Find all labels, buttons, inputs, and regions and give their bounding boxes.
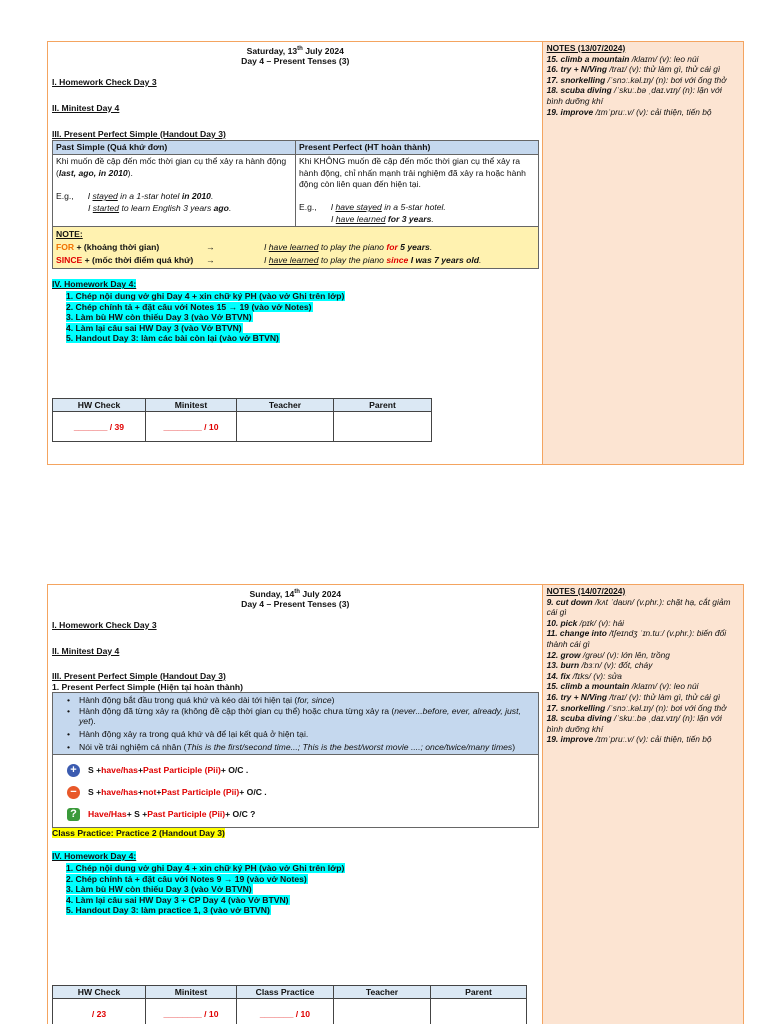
score-head: Minitest <box>146 399 237 412</box>
section-present-perfect: III. Present Perfect Simple (Handout Day 3) <box>52 128 226 139</box>
lesson-page-2 <box>47 584 744 1024</box>
lesson-date: Sunday, 14th July 2024 <box>249 588 342 599</box>
minus-icon: − <box>67 786 80 799</box>
formula-box <box>52 755 539 828</box>
section-homework-check: I. Homework Check Day 3 <box>52 619 157 630</box>
score-head: HW Check <box>53 399 146 412</box>
past-simple-cell: Khi muốn đề cập đến mốc thời gian cụ thể xảy ra hành động (last, ago, in 2010). E.g., I stayed in a 1-star hotel in 2010. I started to learn English 3 years ago. <box>53 155 296 227</box>
lesson-date: Saturday, 13th July 2024 <box>246 45 344 56</box>
note-item: 13. burn /bɜːn/ (v): đốt, cháy <box>546 660 653 671</box>
list-item: 2. Chép chính tả + đặt câu với Notes 9 → 19 (vào vở Notes) <box>66 873 307 884</box>
list-item: • Hành động xảy ra trong quá khứ và để lại kết quả ở hiện tại. <box>67 729 534 740</box>
col-present-perfect-head: Present Perfect (HT hoàn thành) <box>296 140 539 155</box>
score-head: Parent <box>334 399 432 412</box>
homework-list <box>66 863 539 916</box>
question-formula: ? Have/Has + S + Past Participle (Pii) + O/C ? <box>67 803 534 825</box>
plus-icon: + <box>67 764 80 777</box>
note-item: 14. fix /fɪks/ (v): sửa <box>546 670 622 681</box>
list-item: 3. Làm bù HW còn thiếu Day 3 (vào Vở BTVN) <box>66 884 252 895</box>
score-head: Class Practice <box>237 986 334 999</box>
note-item: 18. scuba diving /ˈskuː.bə ˌdaɪ.vɪŋ/ (n): lặn với bình dưỡng khí <box>546 713 722 734</box>
score-head: Teacher <box>334 986 431 999</box>
negative-formula: − S + have/has + not + Past Participle (Pii) + O/C . <box>67 781 534 803</box>
col-past-simple-head: Past Simple (Quá khứ đơn) <box>53 140 296 155</box>
note-item: 17. snorkelling /ˈsnɔː.kəl.ɪŋ/ (n): bơi với ống thở <box>546 74 727 85</box>
score-head: Parent <box>431 986 527 999</box>
list-item: • Hành động bắt đầu trong quá khứ và kéo dài tới hiện tại (for, since) <box>67 695 534 706</box>
score-head: HW Check <box>53 986 146 999</box>
list-item: 2. Chép chính tả + đặt câu với Notes 15 → 19 (vào vở Notes) <box>66 301 312 312</box>
hw-check-score[interactable]: _______ / 39 <box>53 412 146 442</box>
section-homework: IV. Homework Day 4: <box>52 279 137 290</box>
minitest-score[interactable]: ________ / 10 <box>146 412 237 442</box>
list-item: • Nói về trải nghiệm cá nhân (This is the first/second time...; This is the best/worst movie ....; once/twice/many times) <box>67 742 534 753</box>
list-item: 1. Chép nội dung vở ghi Day 4 + xin chữ ký PH (vào vở Ghi trên lớp) <box>66 863 345 874</box>
teacher-signature[interactable] <box>237 412 334 442</box>
notes-panel <box>543 585 743 1024</box>
comparison-table <box>52 140 539 228</box>
list-item: 5. Handout Day 3: làm các bài còn lại (vào vở BTVN) <box>66 333 279 344</box>
list-item: 5. Handout Day 3: làm practice 1, 3 (vào vở BTVN) <box>66 905 270 916</box>
note-item: 11. change into /tʃeɪndʒ ˈɪn.tuː/ (v.phr.): biến đổi thành cái gì <box>546 628 727 649</box>
question-icon: ? <box>67 808 80 821</box>
lesson-title: Day 4 – Present Tenses (3) <box>241 599 350 610</box>
note-item: 16. try + N/Ving /traɪ/ (v): thử làm gì, thử cái gì <box>546 691 721 702</box>
minitest-score[interactable]: ________ / 10 <box>146 999 237 1024</box>
list-item: 3. Làm bù HW còn thiếu Day 3 (vào Vở BTVN) <box>66 312 252 323</box>
note-box: NOTE: FOR + (khoảng thời gian) → I have learned to play the piano for 5 years. SINCE + (mốc thời điểm quá khứ) → I have learned to play the piano since I was 7 years old. <box>52 227 539 269</box>
usage-box <box>52 692 539 755</box>
subsection-title: 1. Present Perfect Simple (Hiện tại hoàn thành) <box>52 681 244 692</box>
note-item: 9. cut down /kʌt ˈdaʊn/ (v.phr.): chặt hạ, cắt giảm cái gì <box>546 596 731 618</box>
parent-signature[interactable] <box>431 999 527 1024</box>
hw-check-score[interactable]: / 23 <box>53 999 146 1024</box>
note-item: 10. pick /pɪk/ (v): hái <box>546 617 625 628</box>
note-item: 16. try + N/Ving /traɪ/ (v): thử làm gì, thử cái gì <box>546 64 721 75</box>
note-item: 12. grow /ɡrəʊ/ (v): lớn lên, trồng <box>546 649 670 660</box>
note-item: 19. improve /ɪmˈpruː.v/ (v): cải thiện, tiến bộ <box>546 106 712 117</box>
score-table <box>52 398 432 442</box>
class-practice: Class Practice: Practice 2 (Handout Day 3) <box>52 828 225 839</box>
note-item: 19. improve /ɪmˈpruː.v/ (v): cải thiện, tiến bộ <box>546 734 712 745</box>
parent-signature[interactable] <box>334 412 432 442</box>
list-item: 4. Làm lại câu sai HW Day 3 (vào Vở BTVN) <box>66 322 242 333</box>
teacher-signature[interactable] <box>334 999 431 1024</box>
note-item: 18. scuba diving /ˈskuː.bə ˌdaɪ.vɪŋ/ (n): lặn với bình dưỡng khí <box>546 85 722 106</box>
lesson-content <box>48 42 543 464</box>
class-practice-score[interactable]: _______ / 10 <box>237 999 334 1024</box>
lesson-content <box>48 585 543 1024</box>
lesson-page-1 <box>47 41 744 465</box>
list-item: 1. Chép nội dung vở ghi Day 4 + xin chữ ký PH (vào vở Ghi trên lớp) <box>66 291 345 302</box>
score-table <box>52 985 527 1024</box>
notes-title: NOTES (13/07/2024) <box>546 43 626 53</box>
affirmative-formula: + S + have/has + Past Participle (Pii) + O/C . <box>67 759 534 781</box>
note-item: 15. climb a mountain /klaɪm/ (v): leo núi <box>546 681 699 692</box>
score-head: Minitest <box>146 986 237 999</box>
section-minitest: II. Minitest Day 4 <box>52 645 120 656</box>
notes-panel <box>543 42 743 464</box>
list-item: 4. Làm lại câu sai HW Day 3 + CP Day 4 (vào Vở BTVN) <box>66 894 289 905</box>
list-item: • Hành động đã từng xảy ra (không đề cập thời gian cụ thể) hoặc chưa từng xảy ra (never...before, ever, already, just, yet). <box>67 706 534 727</box>
section-homework-check: I. Homework Check Day 3 <box>52 76 157 87</box>
notes-title: NOTES (14/07/2024) <box>546 586 626 596</box>
homework-list <box>66 291 539 344</box>
section-minitest: II. Minitest Day 4 <box>52 102 120 113</box>
lesson-title: Day 4 – Present Tenses (3) <box>241 56 350 67</box>
section-present-perfect: III. Present Perfect Simple (Handout Day 3) <box>52 670 226 681</box>
score-head: Teacher <box>237 399 334 412</box>
note-item: 17. snorkelling /ˈsnɔː.kəl.ɪŋ/ (n): bơi với ống thở <box>546 702 727 713</box>
present-perfect-cell: Khi KHÔNG muốn đề cập đến mốc thời gian cụ thể xảy ra hành động, chỉ nhấn mạnh trải nghiệm đã xảy ra hoặc hành động còn liên quan đến hiện tại. E.g., I have stayed in a 5-star hotel. I have learned for 3 years. <box>296 155 539 227</box>
note-item: 15. climb a mountain /klaɪm/ (v): leo núi <box>546 53 699 64</box>
section-homework: IV. Homework Day 4: <box>52 851 137 862</box>
